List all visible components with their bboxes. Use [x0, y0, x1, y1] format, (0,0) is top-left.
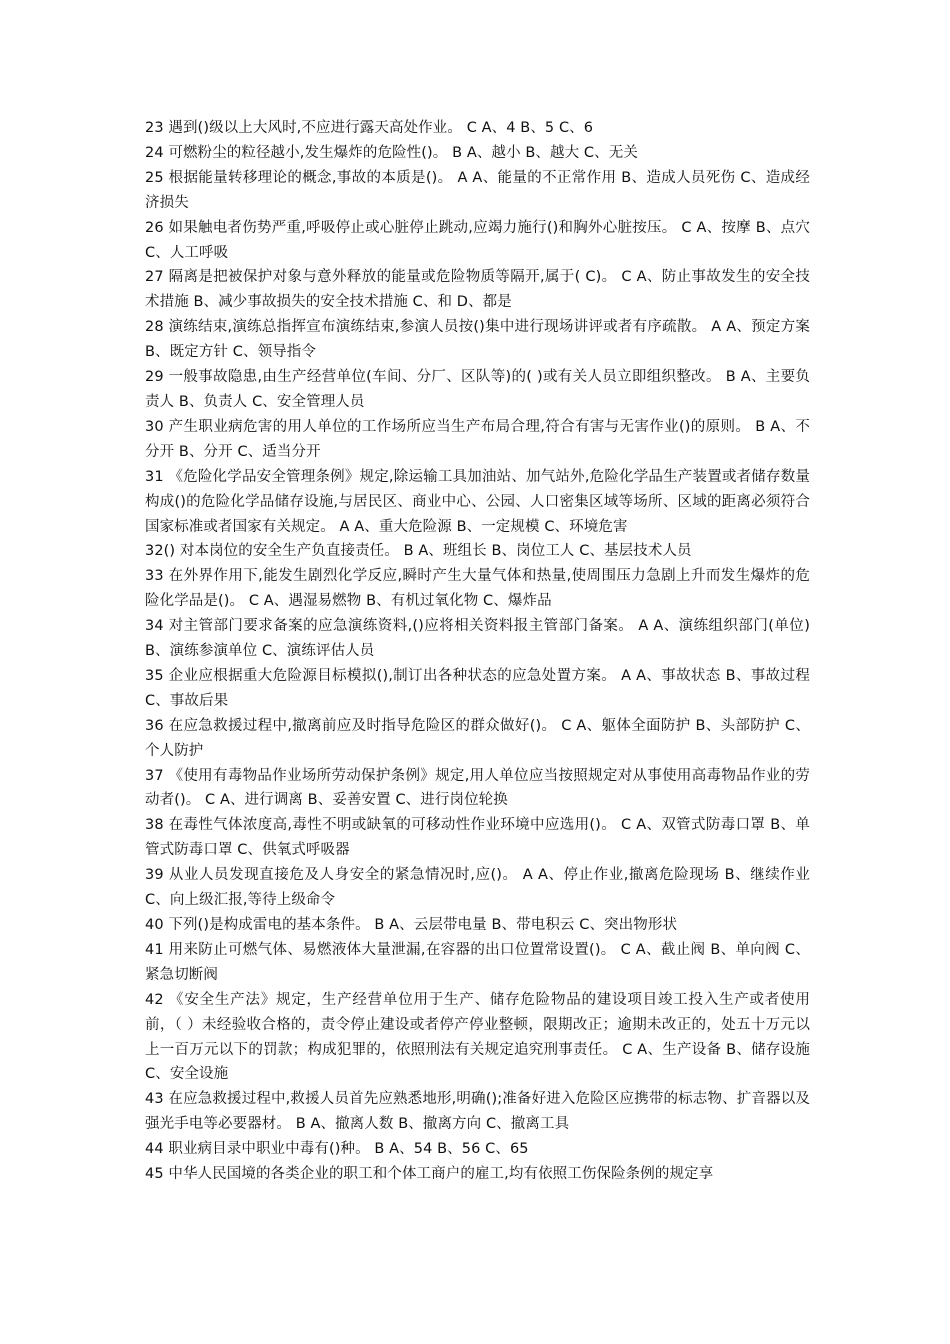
question-item: 27 隔离是把被保护对象与意外释放的能量或危险物质等隔开,属于( C)。 C A、防止事故发生的安全技术措施 B、减少事故损失的安全技术措施 C、和 D、都是: [145, 269, 810, 311]
question-item: 23 遇到()级以上大风时,不应进行露天高处作业。 C A、4 B、5 C、6: [145, 120, 594, 136]
question-item: 43 在应急救援过程中,救援人员首先应熟悉地形,明确();准备好进入危险区应携带的标志物、扩音器以及强光手电等必要器材。 B A、撤离人数 B、撤离方向 C、撤离工具: [145, 1091, 810, 1133]
question-item: 31 《危险化学品安全管理条例》规定,除运输工具加油站、加气站外,危险化学品生产装置或者储存数量构成()的危险化学品储存设施,与居民区、商业中心、公园、人口密集区域等场所、区域的距离必须符合国家标准或者国家有关规定。 A A、重大危险源 B、一定规模 C、环境危害: [145, 468, 810, 535]
question-item: 42 《安全生产法》规定，生产经营单位用于生产、储存危险物品的建设项目竣工投入生产或者使用前，（ ）未经验收合格的，责令停止建设或者停产停业整顿，限期改正；逾期未改正的，处五十万元以上一百万元以下的罚款；构成犯罪的，依照刑法有关规定追究刑事责任。 C A、生产设备 B、储存设施 C、安全设施: [145, 991, 810, 1083]
question-item: 26 如果触电者伤势严重,呼吸停止或心脏停止跳动,应竭力施行()和胸外心脏按压。 C A、按摩 B、点穴 C、人工呼吸: [145, 219, 810, 261]
question-item: 24 可燃粉尘的粒径越小,发生爆炸的危险性()。 B A、越小 B、越大 C、无关: [145, 144, 638, 161]
question-item: 40 下列()是构成雷电的基本条件。 B A、云层带电量 B、带电积云 C、突出物形状: [145, 917, 678, 933]
question-item: 33 在外界作用下,能发生剧烈化学反应,瞬时产生大量气体和热量,使周围压力急剧上升而发生爆炸的危险化学品是()。 C A、遇湿易燃物 B、有机过氧化物 C、爆炸品: [145, 568, 810, 610]
question-item: 25 根据能量转移理论的概念,事故的本质是()。 A A、能量的不正常作用 B、造成人员死伤 C、造成经济损失: [145, 169, 810, 211]
question-item: 41 用来防止可燃气体、易燃液体大量泄漏,在容器的出口位置常设置()。 C A、截止阀 B、单向阀 C、紧急切断阀: [145, 941, 810, 983]
question-list: [145, 116, 810, 1187]
question-item: 30 产生职业病危害的用人单位的工作场所应当生产布局合理,符合有害与无害作业()的原则。 B A、不分开 B、分开 C、适当分开: [145, 418, 810, 460]
question-item: 38 在毒性气体浓度高,毒性不明或缺氧的可移动性作业环境中应选用()。 C A、双管式防毒口罩 B、单管式防毒口罩 C、供氧式呼吸器: [145, 817, 810, 859]
question-item: 44 职业病目录中职业中毒有()种。 B A、54 B、56 C、65: [145, 1141, 529, 1158]
question-item: 39 从业人员发现直接危及人身安全的紧急情况时,应()。 A A、停止作业,撤离危险现场 B、继续作业 C、向上级汇报,等待上级命令: [145, 867, 810, 909]
question-item: 34 对主管部门要求备案的应急演练资料,()应将相关资料报主管部门备案。 A A、演练组织部门(单位) B、演练参演单位 C、演练评估人员: [145, 618, 810, 660]
question-item: 37 《使用有毒物品作业场所劳动保护条例》规定,用人单位应当按照规定对从事使用高毒物品作业的劳动者()。 C A、进行调离 B、妥善安置 C、进行岗位轮换: [145, 767, 810, 809]
question-item: 36 在应急救援过程中,撤离前应及时指导危险区的群众做好()。 C A、躯体全面防护 B、头部防护 C、个人防护: [145, 717, 810, 759]
question-item: 32() 对本岗位的安全生产负直接责任。 B A、班组长 B、岗位工人 C、基层技术人员: [145, 543, 692, 560]
question-item: 28 演练结束,演练总指挥宣布演练结束,参演人员按()集中进行现场讲评或者有序疏散。 A A、预定方案 B、既定方针 C、领导指令: [145, 319, 810, 361]
question-item: 35 企业应根据重大危险源目标模拟(),制订出各种状态的应急处置方案。 A A、事故状态 B、事故过程 C、事故后果: [145, 667, 810, 709]
question-item: 45 中华人民国境的各类企业的职工和个体工商户的雇工,均有依照工伤保险条例的规定享: [145, 1166, 714, 1183]
question-item: 29 一般事故隐患,由生产经营单位(车间、分厂、区队等)的( )或有关人员立即组织整改。 B A、主要负责人 B、负责人 C、安全管理人员: [145, 369, 810, 410]
